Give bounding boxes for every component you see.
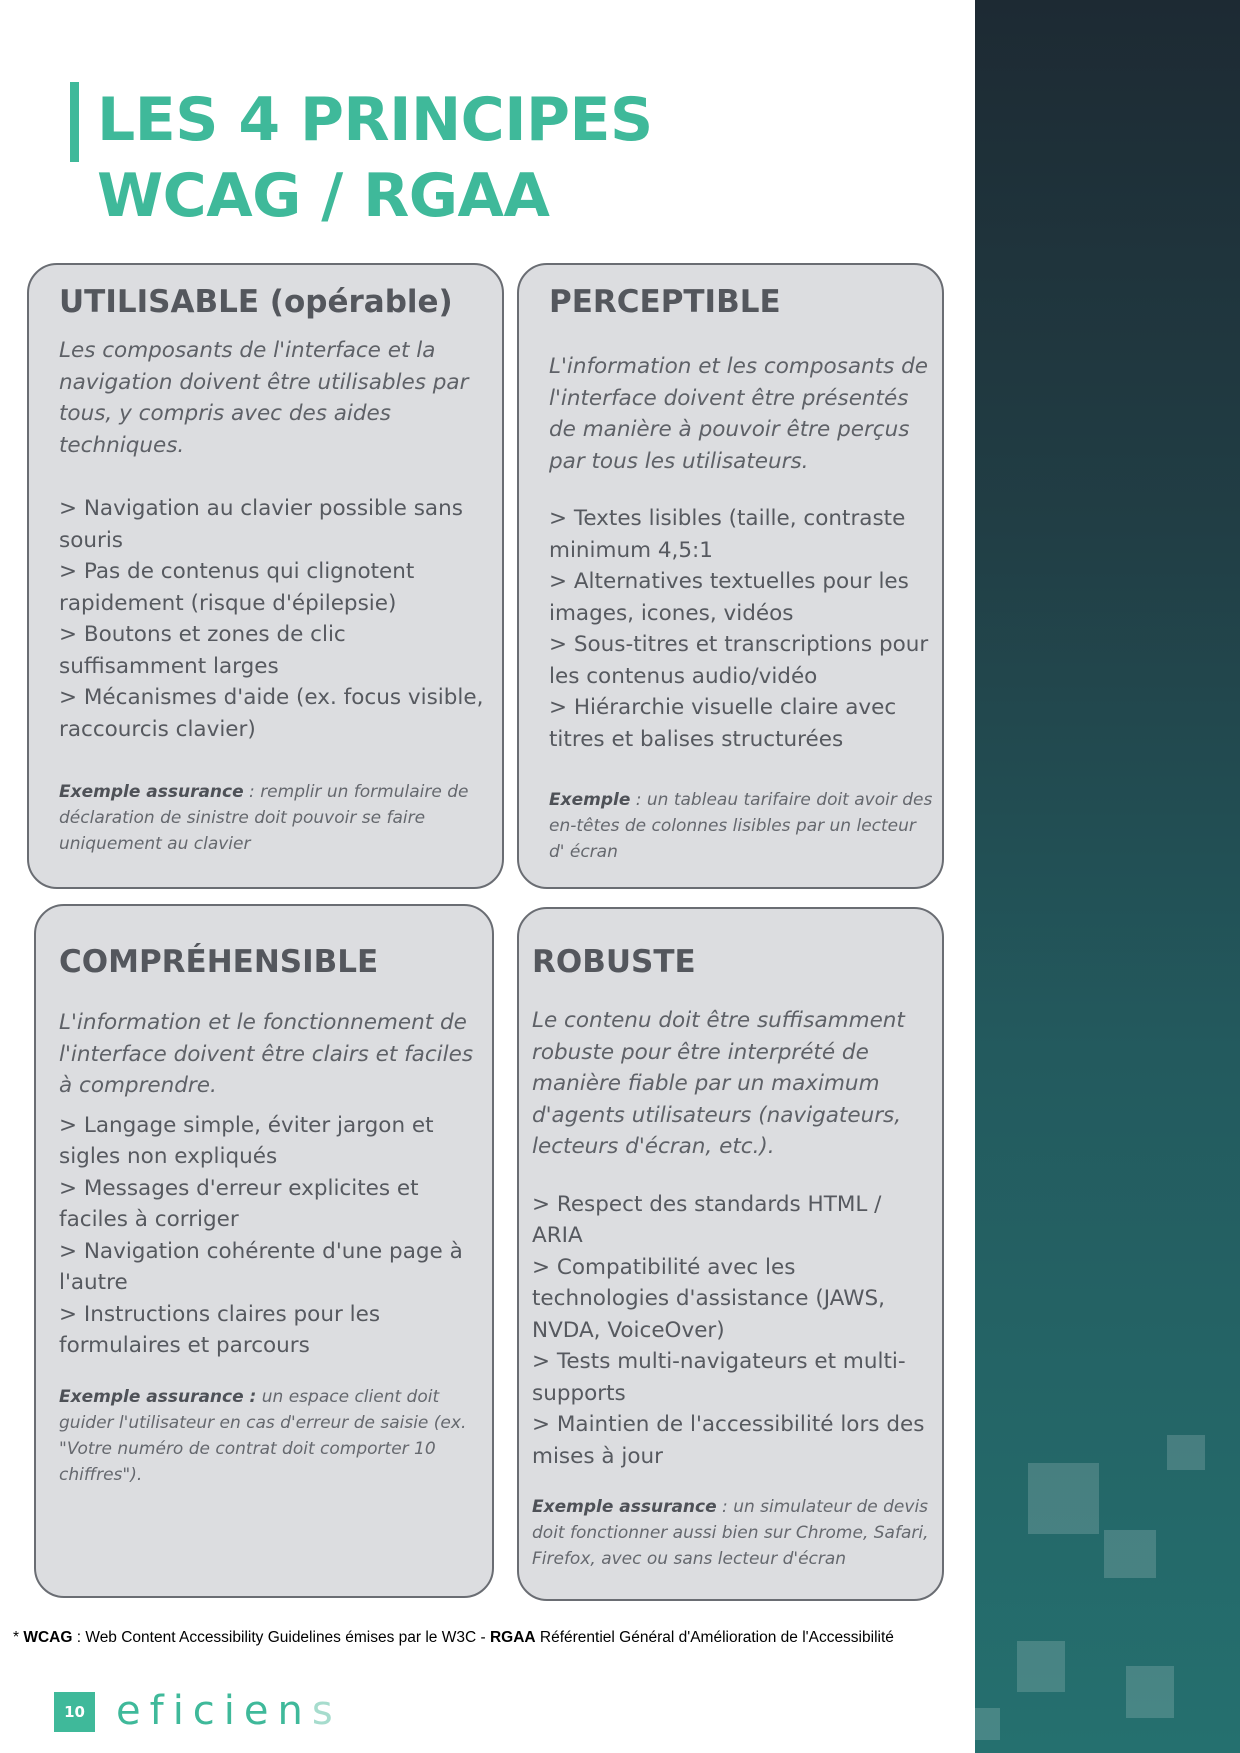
card-bullet: > Pas de contenus qui clignotent rapidement (risque d'épilepsie) (59, 559, 415, 616)
footnote-term-wcag: WCAG (23, 1629, 73, 1646)
card-bullet: > Langage simple, éviter jargon et sigles non expliqués (59, 1112, 434, 1169)
page-number-badge: 10 (54, 1692, 95, 1732)
card-example (532, 1494, 934, 1572)
card-bullet: > Boutons et zones de clic suffisamment larges (59, 622, 346, 679)
card-example-text: un espace client doit guider l'utilisateur en cas d'erreur de saisie (ex. "Votre numéro de contrat doit comporter 10 chiffres"). (59, 1386, 467, 1485)
brand-logo (116, 1686, 342, 1736)
card-bullet: > Textes lisibles (taille, contraste minimum 4,5:1 (549, 506, 906, 563)
card-heading: PERCEPTIBLE (549, 284, 781, 320)
card-bullet-list (532, 1189, 934, 1473)
decorative-square (1104, 1530, 1156, 1578)
card-example-label: Exemple assurance (59, 782, 244, 802)
card-bullet-list (59, 493, 494, 745)
page-title-line-2: WCAG / RGAA (97, 161, 550, 231)
card-bullet: > Hiérarchie visuelle claire avec titres et balises structurées (549, 695, 897, 752)
decorative-square (1017, 1641, 1065, 1692)
card-example (549, 787, 934, 865)
card-intro: Le contenu doit être suffisamment robuste pour être interprété de manière fiable par un maximum d'agents utilisateurs (navigateurs, lecteurs d'écran, etc.). (532, 1008, 905, 1159)
card-example (59, 779, 494, 857)
card-bullet: > Instructions claires pour les formulaires et parcours (59, 1301, 381, 1358)
decorative-side-band (975, 0, 1240, 1753)
footnote-def-wcag: : Web Content Accessibility Guidelines émises par le W3C - (72, 1629, 490, 1646)
card-bullet: > Tests multi-navigateurs et multi-supports (532, 1349, 906, 1406)
page-title-line-1: LES 4 PRINCIPES (97, 85, 653, 155)
card-heading: UTILISABLE (opérable) (59, 284, 453, 320)
card-example (59, 1384, 484, 1488)
footnote-term-rgaa: RGAA (489, 1629, 536, 1646)
card-bullet-list (59, 1110, 484, 1362)
card-example-text: : un tableau tarifaire doit avoir des en-têtes de colonnes lisibles par un lecteur d' écran (549, 790, 933, 862)
card-bullet: > Alternatives textuelles pour les images, icones, vidéos (549, 569, 909, 626)
footnote-def-rgaa: Référentiel Général d'Amélioration de l'Accessibilité (535, 1629, 894, 1646)
card-intro: Les composants de l'interface et la navigation doivent être utilisables par tous, y compris avec des aides techniques. (59, 338, 469, 458)
card-example-text: : remplir un formulaire de déclaration de sinistre doit pouvoir se faire uniquement au clavier (59, 782, 469, 854)
card-bullet: > Compatibilité avec les technologies d'assistance (JAWS, NVDA, VoiceOver) (532, 1254, 885, 1343)
card-bullet: > Messages d'erreur explicites et faciles à corriger (59, 1175, 419, 1232)
decorative-square (975, 1708, 1000, 1740)
card-utilisable (27, 263, 504, 889)
card-bullet: > Navigation au clavier possible sans souris (59, 496, 463, 553)
card-heading: COMPRÉHENSIBLE (59, 944, 379, 980)
footnote (13, 1627, 894, 1649)
card-intro: L'information et le fonctionnement de l'interface doivent être clairs et faciles à comprendre. (59, 1010, 474, 1098)
card-bullet: > Maintien de l'accessibilité lors des mises à jour (532, 1412, 925, 1469)
card-bullet: > Sous-titres et transcriptions pour les contenus audio/vidéo (549, 632, 929, 689)
card-perceptible (517, 263, 944, 889)
decorative-square (1126, 1666, 1174, 1718)
decorative-square (1028, 1463, 1099, 1534)
brand-logo-text: eficien (116, 1688, 312, 1734)
decorative-square (1167, 1435, 1205, 1470)
card-robuste (517, 907, 944, 1601)
card-example-label: Exemple assurance (532, 1497, 717, 1517)
title-accent-bar (70, 82, 79, 162)
card-bullet: > Navigation cohérente d'une page à l'autre (59, 1238, 463, 1295)
card-bullet-list (549, 503, 934, 755)
page-title (97, 82, 653, 234)
card-example-label: Exemple assurance : (59, 1386, 257, 1407)
card-example-label: Exemple (549, 790, 631, 810)
card-bullet: > Mécanismes d'aide (ex. focus visible, raccourcis clavier) (59, 685, 484, 742)
card-example-text: : un simulateur de devis doit fonctionner aussi bien sur Chrome, Safari, Firefox, avec ou sans lecteur d'écran (532, 1497, 929, 1569)
card-heading: ROBUSTE (532, 944, 696, 980)
card-bullet: > Respect des standards HTML / ARIA (532, 1191, 882, 1248)
card-intro: L'information et les composants de l'interface doivent être présentés de manière à pouvoir être perçus par tous les utilisateurs. (549, 354, 928, 474)
footnote-prefix: * (13, 1629, 24, 1646)
card-comprehensible (34, 904, 494, 1598)
brand-logo-last-letter: s (311, 1688, 342, 1734)
